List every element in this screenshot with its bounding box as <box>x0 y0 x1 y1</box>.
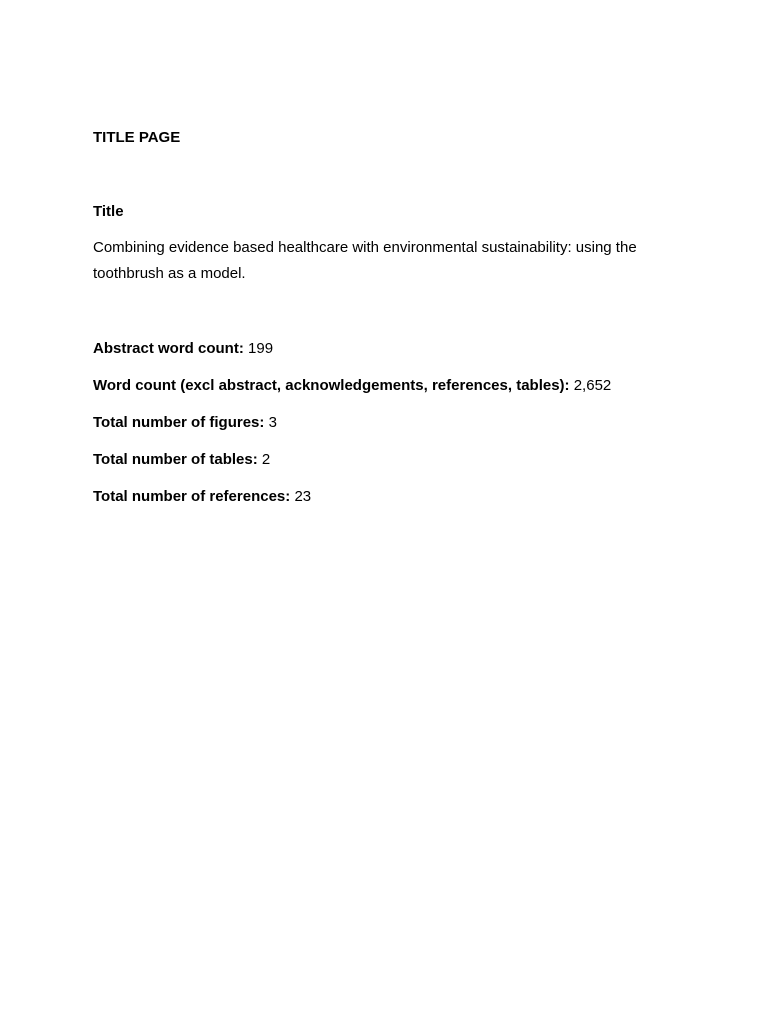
stat-value: 23 <box>294 488 312 505</box>
stat-label: Total number of references: <box>93 488 291 505</box>
stat-label: Total number of tables: <box>93 451 258 468</box>
stat-total-tables <box>93 450 693 487</box>
stat-total-references <box>93 487 693 524</box>
stat-total-figures <box>93 413 693 450</box>
title-text: Combining evidence based healthcare with environmental sustainability: using the toothbrush as a model. <box>93 239 637 282</box>
stat-value: 199 <box>248 340 274 357</box>
page-heading: TITLE PAGE <box>93 129 181 146</box>
stat-abstract-word-count <box>93 339 693 376</box>
title-heading: Title <box>93 203 124 220</box>
page-content <box>93 128 693 524</box>
stat-value: 2,652 <box>573 377 612 394</box>
stat-word-count <box>93 376 693 413</box>
stat-label: Word count (excl abstract, acknowledgements, references, tables): <box>93 377 570 394</box>
stat-label: Total number of figures: <box>93 414 265 431</box>
stat-value: 2 <box>261 451 271 468</box>
stats-list <box>93 339 693 524</box>
stat-label: Abstract word count: <box>93 340 244 357</box>
stat-value: 3 <box>268 414 277 431</box>
